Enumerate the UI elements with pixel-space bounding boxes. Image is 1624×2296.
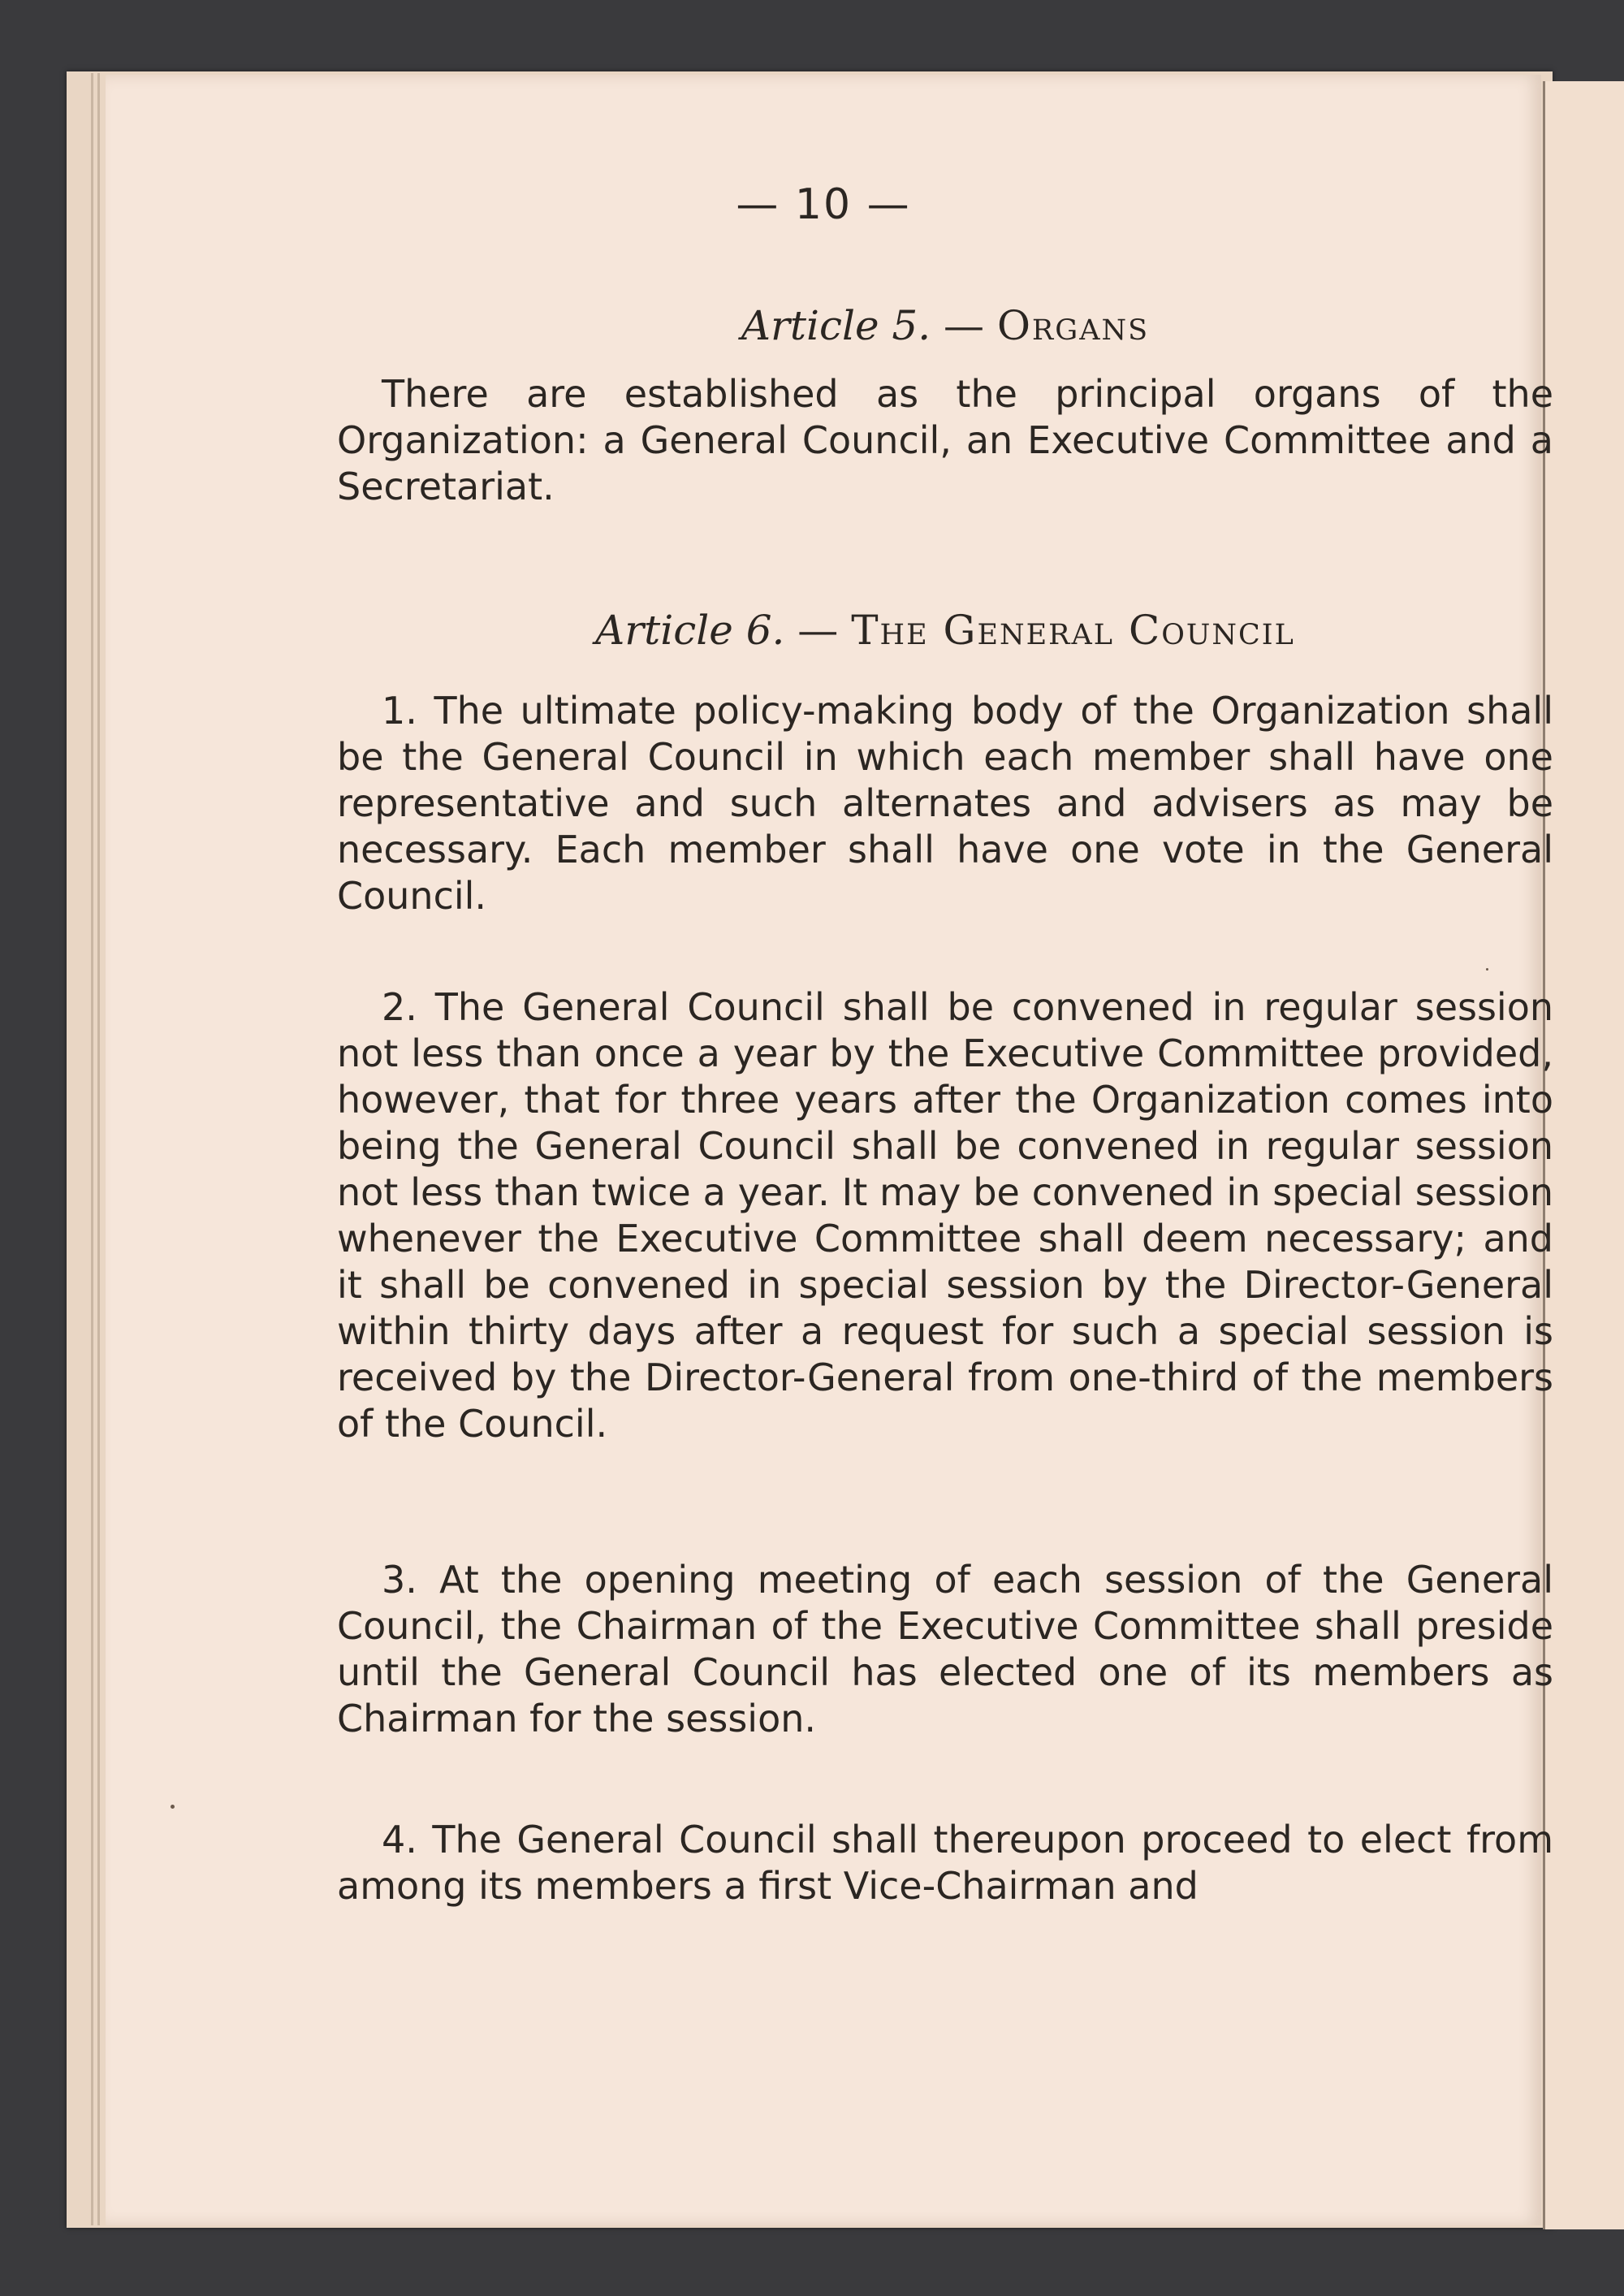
article-5-text: There are established as the principal organs of the Organization: a General Council, an Executive Committee and a Secretariat.: [337, 372, 1553, 508]
article-6-paragraph-3: 3. At the opening meeting of each session of the General Council, the Chairman of the Executive Committee shall preside until the General Council has elected one of its members as Chairman for the session.: [337, 1558, 1553, 1740]
article-6-paragraph-1: 1. The ultimate policy-making body of the Organization shall be the General Council in which each member shall have one representative and such alternates and advisers as may be necessary. Each member shall have one vote in the General Council.: [337, 689, 1553, 918]
document-page: [106, 75, 1553, 2225]
page-edge: [91, 73, 93, 2225]
article-6-title: The General Council: [851, 607, 1295, 654]
paper-speck: [1486, 968, 1488, 971]
article-6-paragraph-2: 2. The General Council shall be convened in regular session not less than once a year by the Executive Committee provided, however, that for three years after the Organization comes into being the General Council shall be convened in regular session not less than twice a year. It may be convened in special session whenever the Executive Committee shall deem necessary; and it shall be convened in special session by the Director-General within thirty days after a request for such a special session is received by the Director-General from one-third of the members of the Council.: [337, 985, 1553, 1446]
article-5-title: Organs: [996, 302, 1150, 349]
article-5-dash: —: [931, 302, 997, 349]
article-6-dash: —: [784, 607, 852, 654]
page-edge: [97, 73, 100, 2225]
article-6-label: Article 6.: [595, 607, 785, 654]
article-5-heading: [337, 302, 1553, 349]
article-6-paragraph-4: 4. The General Council shall thereupon proceed to elect from among its members a first Vice-Chairman and: [337, 1818, 1553, 1908]
paper-speck: [171, 1805, 175, 1809]
facing-page: [1543, 81, 1624, 2229]
page-number: — 10 —: [736, 180, 911, 229]
article-5-label: Article 5.: [741, 302, 931, 349]
article-6-heading: [337, 607, 1553, 654]
